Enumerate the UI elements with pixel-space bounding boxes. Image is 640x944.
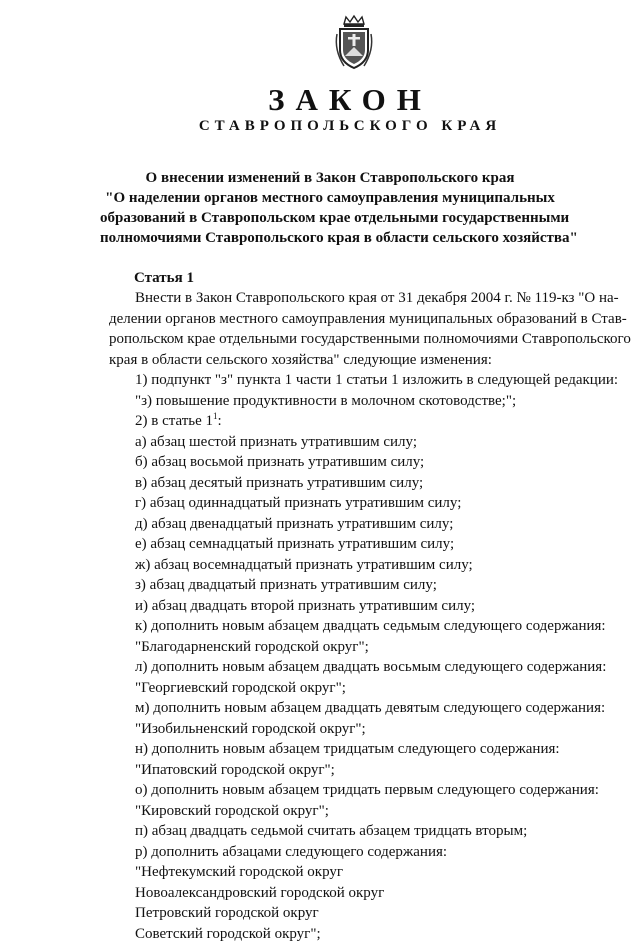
- heading-line: полномочиями Ставропольского края в области сельского хозяйства": [100, 228, 560, 248]
- list-item: з) абзац двадцатый признать утратившим силу;: [109, 575, 607, 596]
- list-item: Петровский городской округ: [109, 903, 607, 924]
- list-item: Советский городской округ";: [109, 924, 607, 944]
- item-line: "з) повышение продуктивности в молочном скотоводстве;";: [109, 391, 607, 412]
- list-item: б) абзац восьмой признать утратившим силу;: [109, 452, 607, 473]
- item2-suffix: :: [218, 413, 222, 429]
- list-item: и) абзац двадцать второй признать утратившим силу;: [109, 596, 607, 617]
- document-subtitle: СТАВРОПОЛЬСКОГО КРАЯ: [0, 118, 640, 135]
- heading-line: "О наделении органов местного самоуправления муниципальных: [100, 188, 560, 208]
- item-line: [109, 411, 607, 432]
- list-item: Новоалександровский городской округ: [109, 883, 607, 904]
- list-item: м) дополнить новым абзацем двадцать девятым следующего содержания:: [109, 698, 607, 719]
- list-item: ж) абзац восемнадцатый признать утратившим силу;: [109, 555, 607, 576]
- item2-prefix: 2) в статье 1: [135, 413, 213, 429]
- list-item: "Изобильненский городской округ";: [109, 719, 607, 740]
- amendment-list: [109, 432, 607, 944]
- list-item: "Нефтекумский городской округ: [109, 862, 607, 883]
- list-item: к) дополнить новым абзацем двадцать седьмым следующего содержания:: [109, 616, 607, 637]
- intro-line: Внести в Закон Ставропольского края от 31 декабря 2004 г. № 119-кз "О на-: [109, 288, 607, 309]
- article-title: Статья 1: [134, 270, 194, 287]
- item2-superscript: 1: [213, 411, 218, 421]
- list-item: в) абзац десятый признать утратившим силу;: [109, 473, 607, 494]
- list-item: "Георгиевский городской округ";: [109, 678, 607, 699]
- intro-line: делении органов местного самоуправления муниципальных образований в Став-: [109, 309, 607, 330]
- list-item: е) абзац семнадцатый признать утратившим силу;: [109, 534, 607, 555]
- document-title: ЗАКОН: [0, 82, 640, 118]
- heading-line: образований в Ставропольском крае отдельными государственными: [100, 208, 560, 228]
- list-item: о) дополнить новым абзацем тридцать первым следующего содержания:: [109, 780, 607, 801]
- list-item: "Ипатовский городской округ";: [109, 760, 607, 781]
- intro-line: ропольском крае отдельными государственными полномочиями Ставропольского: [109, 329, 607, 350]
- list-item: г) абзац одиннадцатый признать утратившим силу;: [109, 493, 607, 514]
- list-item: "Кировский городской округ";: [109, 801, 607, 822]
- heading-line: О внесении изменений в Закон Ставропольского края: [100, 168, 560, 188]
- item-line: 1) подпункт "з" пункта 1 части 1 статьи 1 изложить в следующей редакции:: [109, 370, 607, 391]
- intro-line: края в области сельского хозяйства" следующие изменения:: [109, 350, 607, 371]
- list-item: н) дополнить новым абзацем тридцатым следующего содержания:: [109, 739, 607, 760]
- article-body: [109, 288, 607, 944]
- law-heading: [100, 168, 560, 248]
- list-item: л) дополнить новым абзацем двадцать восьмым следующего содержания:: [109, 657, 607, 678]
- list-item: р) дополнить абзацами следующего содержания:: [109, 842, 607, 863]
- list-item: "Благодарненский городской округ";: [109, 637, 607, 658]
- list-item: а) абзац шестой признать утратившим силу;: [109, 432, 607, 453]
- coat-of-arms-icon: [332, 14, 376, 72]
- list-item: д) абзац двенадцатый признать утратившим силу;: [109, 514, 607, 535]
- list-item: п) абзац двадцать седьмой считать абзацем тридцать вторым;: [109, 821, 607, 842]
